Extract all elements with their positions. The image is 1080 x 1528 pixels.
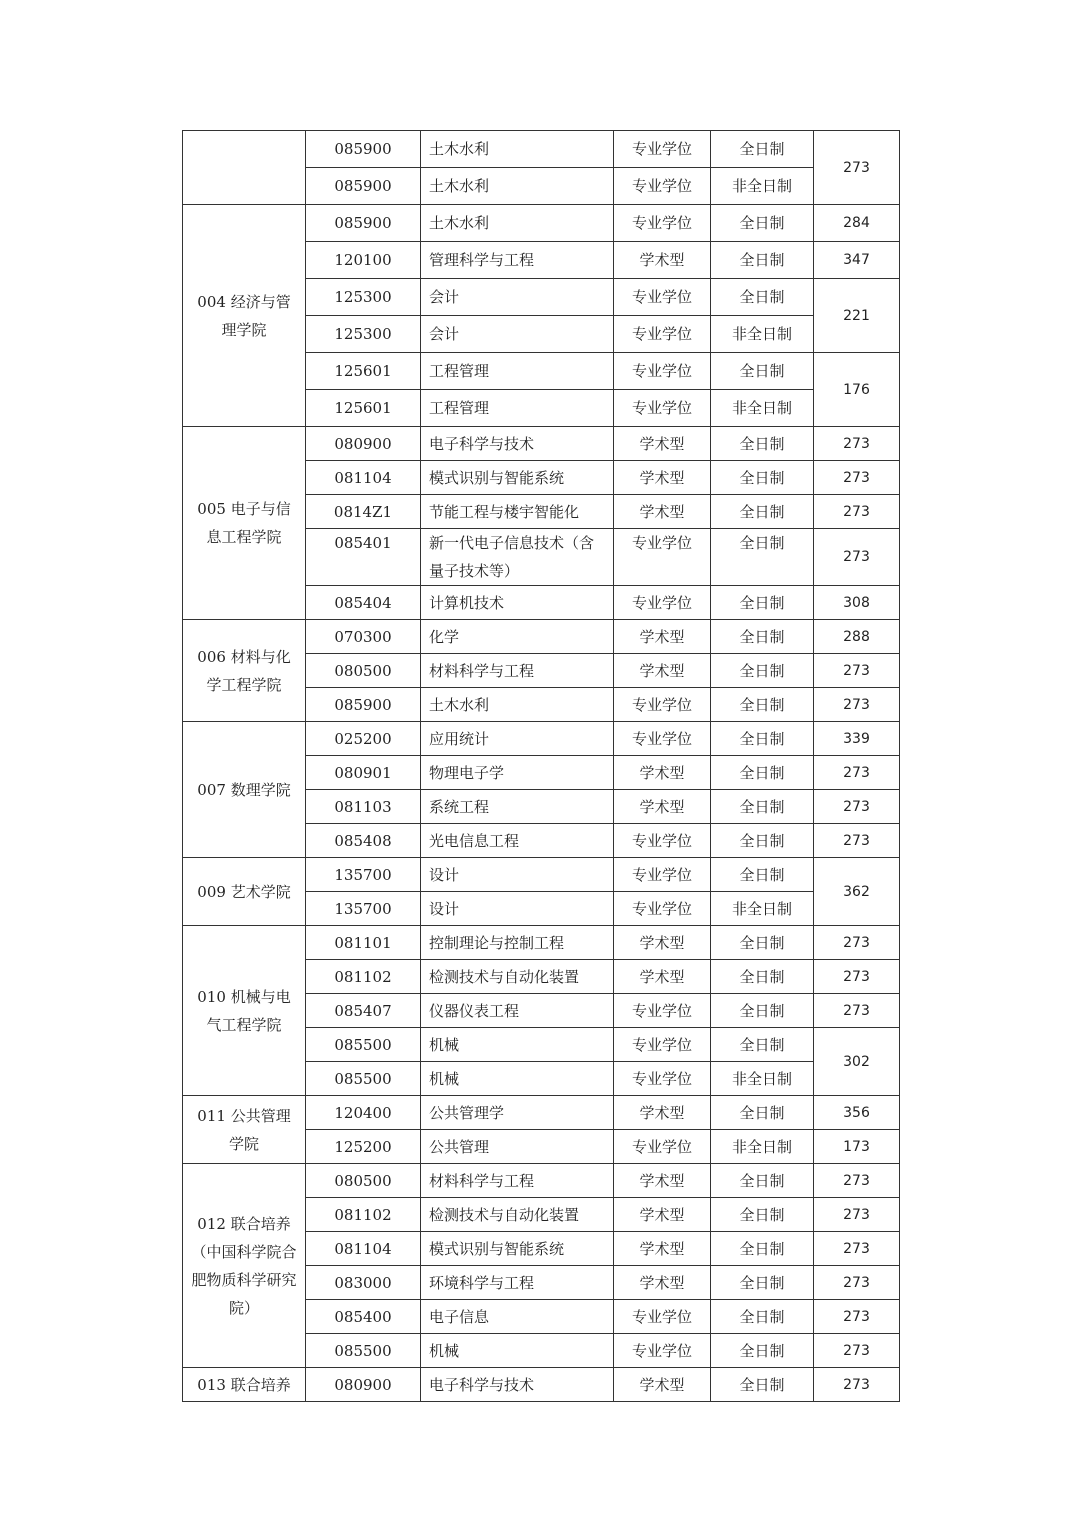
score-cell: 273 xyxy=(814,131,900,205)
score-cell: 362 xyxy=(814,858,900,926)
table-row xyxy=(183,427,900,461)
table-row xyxy=(183,1164,900,1198)
score-cell: 273 xyxy=(814,654,900,688)
score-cell: 284 xyxy=(814,205,900,242)
type-cell: 专业学位 xyxy=(614,1062,711,1096)
code-cell: 120100 xyxy=(306,242,421,279)
score-cell: 273 xyxy=(814,1164,900,1198)
type-cell: 专业学位 xyxy=(614,353,711,390)
code-cell: 081102 xyxy=(306,1198,421,1232)
code-cell: 085900 xyxy=(306,168,421,205)
name-cell: 环境科学与工程 xyxy=(421,1266,614,1300)
score-cell: 273 xyxy=(814,427,900,461)
mode-cell: 全日制 xyxy=(711,1300,814,1334)
score-cell: 273 xyxy=(814,461,900,495)
name-cell: 设计 xyxy=(421,892,614,926)
code-cell: 085500 xyxy=(306,1334,421,1368)
type-cell: 学术型 xyxy=(614,960,711,994)
name-cell: 机械 xyxy=(421,1028,614,1062)
code-cell: 085404 xyxy=(306,586,421,620)
table-row xyxy=(183,926,900,960)
code-cell: 080500 xyxy=(306,654,421,688)
type-cell: 学术型 xyxy=(614,461,711,495)
table-row xyxy=(183,131,900,168)
table-row xyxy=(183,620,900,654)
code-cell: 081101 xyxy=(306,926,421,960)
mode-cell: 全日制 xyxy=(711,926,814,960)
score-cell: 273 xyxy=(814,495,900,529)
mode-cell: 全日制 xyxy=(711,1334,814,1368)
name-cell: 物理电子学 xyxy=(421,756,614,790)
score-cell: 273 xyxy=(814,1232,900,1266)
name-cell: 材料科学与工程 xyxy=(421,654,614,688)
mode-cell: 非全日制 xyxy=(711,168,814,205)
score-cell: 273 xyxy=(814,756,900,790)
name-cell: 系统工程 xyxy=(421,790,614,824)
code-cell: 085900 xyxy=(306,131,421,168)
name-cell: 公共管理学 xyxy=(421,1096,614,1130)
mode-cell: 非全日制 xyxy=(711,390,814,427)
type-cell: 专业学位 xyxy=(614,1334,711,1368)
type-cell: 专业学位 xyxy=(614,858,711,892)
code-cell: 135700 xyxy=(306,892,421,926)
code-cell: 125200 xyxy=(306,1130,421,1164)
type-cell: 学术型 xyxy=(614,427,711,461)
type-cell: 专业学位 xyxy=(614,390,711,427)
mode-cell: 全日制 xyxy=(711,1368,814,1402)
name-cell: 材料科学与工程 xyxy=(421,1164,614,1198)
code-cell: 0814Z1 xyxy=(306,495,421,529)
mode-cell: 全日制 xyxy=(711,131,814,168)
code-cell: 080900 xyxy=(306,427,421,461)
mode-cell: 全日制 xyxy=(711,586,814,620)
type-cell: 专业学位 xyxy=(614,1028,711,1062)
mode-cell: 全日制 xyxy=(711,688,814,722)
name-cell: 机械 xyxy=(421,1334,614,1368)
type-cell: 专业学位 xyxy=(614,994,711,1028)
name-cell: 设计 xyxy=(421,858,614,892)
mode-cell: 非全日制 xyxy=(711,316,814,353)
mode-cell: 全日制 xyxy=(711,279,814,316)
score-cell: 221 xyxy=(814,279,900,353)
mode-cell: 非全日制 xyxy=(711,1130,814,1164)
mode-cell: 全日制 xyxy=(711,994,814,1028)
name-cell: 化学 xyxy=(421,620,614,654)
score-cell: 347 xyxy=(814,242,900,279)
type-cell: 学术型 xyxy=(614,1164,711,1198)
type-cell: 专业学位 xyxy=(614,1300,711,1334)
type-cell: 学术型 xyxy=(614,926,711,960)
college-cell: 007 数理学院 xyxy=(183,722,306,858)
type-cell: 专业学位 xyxy=(614,722,711,756)
table-row xyxy=(183,205,900,242)
mode-cell: 全日制 xyxy=(711,495,814,529)
name-cell: 会计 xyxy=(421,316,614,353)
college-cell: 004 经济与管理学院 xyxy=(183,205,306,427)
code-cell: 070300 xyxy=(306,620,421,654)
code-cell: 085500 xyxy=(306,1062,421,1096)
name-cell: 计算机技术 xyxy=(421,586,614,620)
name-cell: 电子科学与技术 xyxy=(421,427,614,461)
code-cell: 085408 xyxy=(306,824,421,858)
mode-cell: 全日制 xyxy=(711,461,814,495)
mode-cell: 全日制 xyxy=(711,1198,814,1232)
code-cell: 081102 xyxy=(306,960,421,994)
code-cell: 120400 xyxy=(306,1096,421,1130)
college-cell: 013 联合培养 xyxy=(183,1368,306,1402)
code-cell: 081103 xyxy=(306,790,421,824)
name-cell: 土木水利 xyxy=(421,205,614,242)
type-cell: 学术型 xyxy=(614,495,711,529)
score-cell: 273 xyxy=(814,960,900,994)
code-cell: 080901 xyxy=(306,756,421,790)
mode-cell: 全日制 xyxy=(711,242,814,279)
code-cell: 080900 xyxy=(306,1368,421,1402)
code-cell: 085900 xyxy=(306,205,421,242)
college-cell: 011 公共管理学院 xyxy=(183,1096,306,1164)
type-cell: 学术型 xyxy=(614,756,711,790)
table-row xyxy=(183,858,900,892)
college-cell xyxy=(183,131,306,205)
mode-cell: 全日制 xyxy=(711,722,814,756)
mode-cell: 非全日制 xyxy=(711,1062,814,1096)
name-cell: 检测技术与自动化装置 xyxy=(421,960,614,994)
type-cell: 专业学位 xyxy=(614,529,711,586)
score-cell: 302 xyxy=(814,1028,900,1096)
name-cell: 检测技术与自动化装置 xyxy=(421,1198,614,1232)
name-cell: 公共管理 xyxy=(421,1130,614,1164)
score-cell: 288 xyxy=(814,620,900,654)
type-cell: 专业学位 xyxy=(614,586,711,620)
name-cell: 仪器仪表工程 xyxy=(421,994,614,1028)
type-cell: 专业学位 xyxy=(614,168,711,205)
type-cell: 学术型 xyxy=(614,620,711,654)
type-cell: 学术型 xyxy=(614,1266,711,1300)
name-cell: 电子科学与技术 xyxy=(421,1368,614,1402)
mode-cell: 全日制 xyxy=(711,353,814,390)
type-cell: 专业学位 xyxy=(614,205,711,242)
code-cell: 085401 xyxy=(306,529,421,586)
score-cell: 308 xyxy=(814,586,900,620)
name-cell: 会计 xyxy=(421,279,614,316)
code-cell: 135700 xyxy=(306,858,421,892)
name-cell: 管理科学与工程 xyxy=(421,242,614,279)
mode-cell: 全日制 xyxy=(711,1028,814,1062)
score-cell: 273 xyxy=(814,1198,900,1232)
mode-cell: 全日制 xyxy=(711,427,814,461)
code-cell: 125601 xyxy=(306,353,421,390)
code-cell: 125300 xyxy=(306,316,421,353)
code-cell: 125300 xyxy=(306,279,421,316)
type-cell: 学术型 xyxy=(614,790,711,824)
code-cell: 085900 xyxy=(306,688,421,722)
score-cell: 176 xyxy=(814,353,900,427)
table-row xyxy=(183,722,900,756)
mode-cell: 全日制 xyxy=(711,858,814,892)
score-cell: 273 xyxy=(814,1266,900,1300)
mode-cell: 全日制 xyxy=(711,960,814,994)
mode-cell: 全日制 xyxy=(711,1232,814,1266)
score-cell: 273 xyxy=(814,688,900,722)
score-cell: 273 xyxy=(814,790,900,824)
mode-cell: 全日制 xyxy=(711,824,814,858)
name-cell: 模式识别与智能系统 xyxy=(421,461,614,495)
score-cell: 273 xyxy=(814,1300,900,1334)
score-table xyxy=(182,130,900,1402)
code-cell: 025200 xyxy=(306,722,421,756)
type-cell: 专业学位 xyxy=(614,1130,711,1164)
mode-cell: 全日制 xyxy=(711,654,814,688)
name-cell: 工程管理 xyxy=(421,353,614,390)
college-cell: 010 机械与电气工程学院 xyxy=(183,926,306,1096)
code-cell: 081104 xyxy=(306,1232,421,1266)
score-cell: 273 xyxy=(814,529,900,586)
mode-cell: 全日制 xyxy=(711,790,814,824)
name-cell: 应用统计 xyxy=(421,722,614,756)
type-cell: 专业学位 xyxy=(614,131,711,168)
mode-cell: 全日制 xyxy=(711,620,814,654)
mode-cell: 全日制 xyxy=(711,1096,814,1130)
code-cell: 083000 xyxy=(306,1266,421,1300)
score-cell: 273 xyxy=(814,824,900,858)
score-cell: 173 xyxy=(814,1130,900,1164)
mode-cell: 全日制 xyxy=(711,1266,814,1300)
table-row xyxy=(183,1096,900,1130)
name-cell: 节能工程与楼宇智能化 xyxy=(421,495,614,529)
name-cell: 机械 xyxy=(421,1062,614,1096)
mode-cell: 全日制 xyxy=(711,756,814,790)
code-cell: 080500 xyxy=(306,1164,421,1198)
type-cell: 学术型 xyxy=(614,1198,711,1232)
score-cell: 356 xyxy=(814,1096,900,1130)
name-cell: 控制理论与控制工程 xyxy=(421,926,614,960)
name-cell: 模式识别与智能系统 xyxy=(421,1232,614,1266)
score-cell: 273 xyxy=(814,1334,900,1368)
type-cell: 专业学位 xyxy=(614,688,711,722)
type-cell: 学术型 xyxy=(614,1232,711,1266)
college-cell: 012 联合培养（中国科学院合肥物质科学研究院） xyxy=(183,1164,306,1368)
mode-cell: 非全日制 xyxy=(711,892,814,926)
score-cell: 273 xyxy=(814,926,900,960)
college-cell: 006 材料与化学工程学院 xyxy=(183,620,306,722)
code-cell: 081104 xyxy=(306,461,421,495)
name-cell: 土木水利 xyxy=(421,131,614,168)
type-cell: 学术型 xyxy=(614,1368,711,1402)
code-cell: 085400 xyxy=(306,1300,421,1334)
mode-cell: 全日制 xyxy=(711,205,814,242)
type-cell: 学术型 xyxy=(614,1096,711,1130)
name-cell: 土木水利 xyxy=(421,688,614,722)
mode-cell: 全日制 xyxy=(711,529,814,586)
code-cell: 085500 xyxy=(306,1028,421,1062)
type-cell: 专业学位 xyxy=(614,316,711,353)
name-cell: 工程管理 xyxy=(421,390,614,427)
name-cell: 光电信息工程 xyxy=(421,824,614,858)
type-cell: 学术型 xyxy=(614,242,711,279)
college-cell: 009 艺术学院 xyxy=(183,858,306,926)
score-cell: 273 xyxy=(814,1368,900,1402)
score-cell: 273 xyxy=(814,994,900,1028)
type-cell: 专业学位 xyxy=(614,892,711,926)
name-cell: 土木水利 xyxy=(421,168,614,205)
name-cell: 电子信息 xyxy=(421,1300,614,1334)
mode-cell: 全日制 xyxy=(711,1164,814,1198)
type-cell: 专业学位 xyxy=(614,824,711,858)
score-cell: 339 xyxy=(814,722,900,756)
college-cell: 005 电子与信息工程学院 xyxy=(183,427,306,620)
type-cell: 专业学位 xyxy=(614,279,711,316)
table-body xyxy=(183,131,900,1402)
code-cell: 125601 xyxy=(306,390,421,427)
name-cell: 新一代电子信息技术（含量子技术等） xyxy=(421,529,614,586)
code-cell: 085407 xyxy=(306,994,421,1028)
type-cell: 学术型 xyxy=(614,654,711,688)
table-row xyxy=(183,1368,900,1402)
